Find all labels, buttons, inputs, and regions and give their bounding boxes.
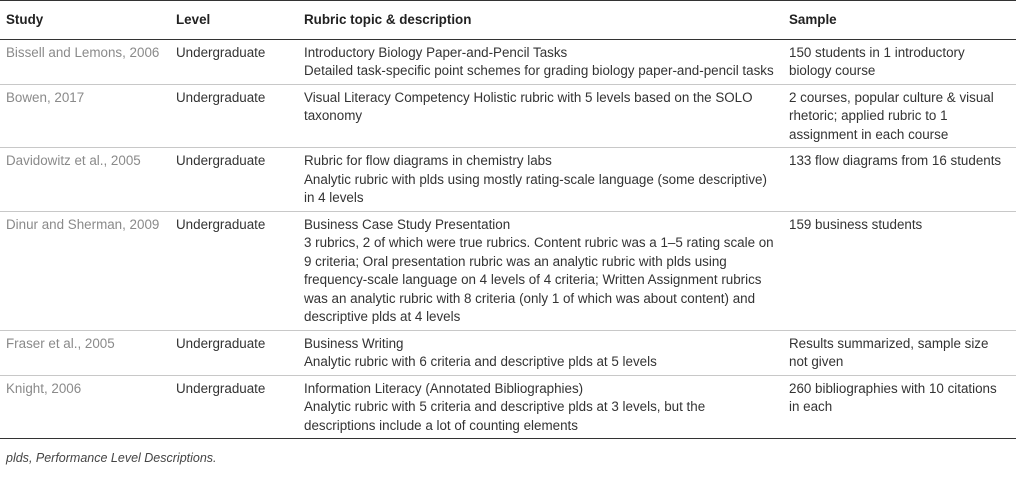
topic-cell <box>298 39 783 84</box>
table-footnote <box>0 439 1016 465</box>
sample-cell: 133 flow diagrams from 16 students <box>783 148 1016 212</box>
topic-title: Information Literacy (Annotated Bibliographies) <box>304 380 584 396</box>
table-row <box>0 39 1016 84</box>
header-sample: Sample <box>783 1 1016 40</box>
table-row <box>0 84 1016 148</box>
topic-cell <box>298 84 783 148</box>
header-rubric-topic: Rubric topic & description <box>298 1 783 40</box>
study-cell: Fraser et al., 2005 <box>0 330 170 375</box>
table-row <box>0 375 1016 439</box>
level-cell: Undergraduate <box>170 330 298 375</box>
study-cell: Bowen, 2017 <box>0 84 170 148</box>
sample-cell: 150 students in 1 introductory biology course <box>783 39 1016 84</box>
topic-cell <box>298 375 783 439</box>
topic-title: Business Case Study Presentation <box>304 216 511 232</box>
topic-description: Analytic rubric with 6 criteria and descriptive plds at 5 levels <box>304 354 657 369</box>
study-cell: Knight, 2006 <box>0 375 170 439</box>
topic-cell <box>298 211 783 330</box>
level-cell: Undergraduate <box>170 148 298 212</box>
topic-title: Introductory Biology Paper-and-Pencil Tasks <box>304 44 568 60</box>
level-cell: Undergraduate <box>170 375 298 439</box>
header-level: Level <box>170 1 298 40</box>
study-cell: Dinur and Sherman, 2009 <box>0 211 170 330</box>
footnote-abbreviation: plds <box>6 451 29 465</box>
table-body <box>0 39 1016 439</box>
study-cell: Davidowitz et al., 2005 <box>0 148 170 212</box>
level-cell: Undergraduate <box>170 211 298 330</box>
topic-title: Business Writing <box>304 335 404 351</box>
topic-description: Analytic rubric with plds using mostly rating-scale language (some descriptive) in 4 levels <box>304 171 767 205</box>
level-cell: Undergraduate <box>170 84 298 148</box>
topic-cell <box>298 148 783 212</box>
sample-cell: 2 courses, popular culture & visual rhetoric; applied rubric to 1 assignment in each course <box>783 84 1016 148</box>
table-row <box>0 211 1016 330</box>
topic-title: Visual Literacy Competency Holistic rubric with 5 levels based on the SOLO taxonomy <box>304 89 753 123</box>
header-study: Study <box>0 1 170 40</box>
topic-description: Detailed task-specific point schemes for grading biology paper-and-pencil tasks <box>304 63 774 78</box>
topic-title: Rubric for flow diagrams in chemistry labs <box>304 153 552 168</box>
table-row <box>0 330 1016 375</box>
table-header <box>0 1 1016 40</box>
sample-cell: 159 business students <box>783 211 1016 330</box>
topic-cell <box>298 330 783 375</box>
sample-cell: Results summarized, sample size not given <box>783 330 1016 375</box>
study-cell: Bissell and Lemons, 2006 <box>0 39 170 84</box>
topic-description: 3 rubrics, 2 of which were true rubrics. Content rubric was a 1–5 rating scale on 9 criteria; Oral presentation rubric was an analytic rubric with plds using frequency-scale language on 4 levels of 4 criteria; Written Assignment rubrics was an analytic rubric with 8 criteria (only 1 of which was about content) and descriptive plds at 4 levels <box>304 235 774 324</box>
header-row <box>0 1 1016 40</box>
level-cell: Undergraduate <box>170 39 298 84</box>
footnote-text: , Performance Level Descriptions. <box>28 451 217 465</box>
sample-cell: 260 bibliographies with 10 citations in each <box>783 375 1016 439</box>
topic-description: Analytic rubric with 5 criteria and descriptive plds at 3 levels, but the descriptions include a lot of counting elements <box>304 399 706 433</box>
table-row <box>0 148 1016 212</box>
